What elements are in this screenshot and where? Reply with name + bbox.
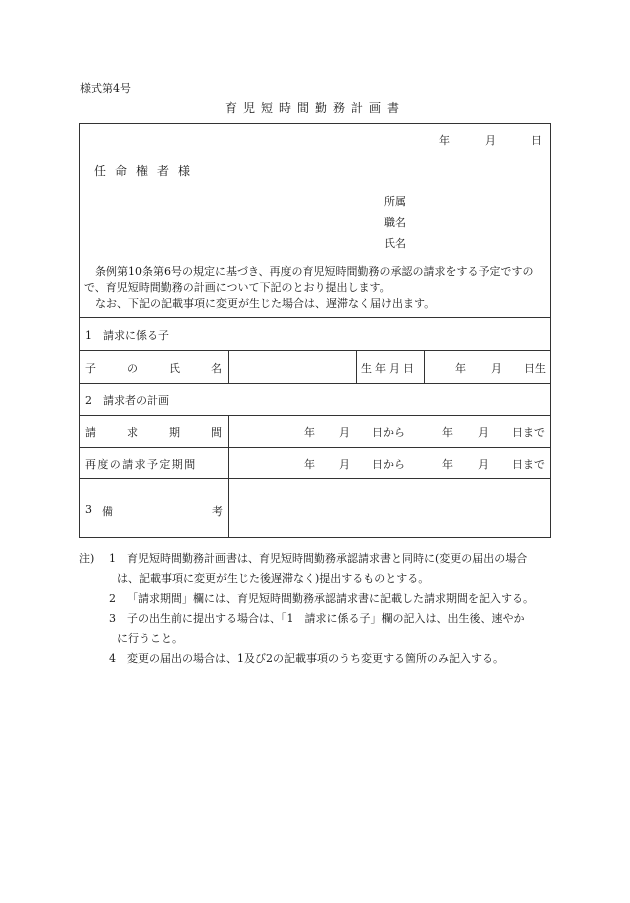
note-number: 1: [109, 552, 116, 565]
notice-paragraph: なお、下記の記載事項に変更が生じた場合は、遅滞なく届け出ます。: [95, 297, 436, 310]
name-label: 氏名: [384, 237, 406, 250]
child-name-label: 子 の 氏 名: [85, 362, 222, 375]
replan-to-year: 年: [442, 458, 453, 471]
replan-period-label: 再度の請求予定期間: [85, 458, 197, 471]
period-from-day: 日から: [372, 426, 405, 439]
period-from-month: 月: [339, 426, 350, 439]
note-number: 4: [109, 652, 116, 665]
period-from-year: 年: [304, 426, 315, 439]
birth-day-label: 日生: [524, 362, 546, 375]
replan-from-year: 年: [304, 458, 315, 471]
birth-date-label: 生年月日: [361, 362, 417, 375]
replan-to-month: 月: [478, 458, 489, 471]
note-text: 「請求期間」欄には、育児短時間勤務承認請求書に記載した請求期間を記入する。: [127, 592, 534, 605]
birth-month-label: 月: [491, 362, 502, 375]
replan-to-day: 日まで: [512, 458, 545, 471]
note-text: 子の出生前に提出する場合は、「1 請求に係る子」欄の記入は、出生後、速やか: [127, 612, 525, 625]
date-month: 月: [485, 134, 496, 147]
remarks-label-a: 備: [102, 505, 113, 518]
notes-prefix: 注): [79, 552, 95, 565]
replan-from-month: 月: [339, 458, 350, 471]
child-name-field[interactable]: [232, 353, 353, 379]
remarks-label-b: 考: [212, 505, 223, 518]
note-text: 育児短時間勤務計画書は、育児短時間勤務承認請求書と同時に(変更の届出の場合: [127, 552, 528, 565]
page-title: 育児短時間勤務計画書: [224, 101, 405, 115]
form-table: [79, 123, 551, 538]
remarks-number: 3: [85, 503, 92, 516]
replan-from-day: 日から: [372, 458, 405, 471]
birth-year-label: 年: [455, 362, 466, 375]
section1-heading: 1 請求に係る子: [85, 329, 169, 342]
remarks-field[interactable]: [232, 482, 546, 534]
note-number: 3: [109, 612, 116, 625]
statement-paragraph: 条例第10条第6号の規定に基づき、再度の育児短時間勤務の承認の請求をする予定ですので、育児短時間勤務の計画について下記のとおり提出します。: [84, 265, 534, 294]
note-text: 変更の届出の場合は、1及び2の記載事項のうち変更する箇所のみ記入する。: [127, 652, 504, 665]
position-label: 職名: [384, 216, 406, 229]
date-day: 日: [531, 134, 542, 147]
date-fields: [439, 132, 542, 148]
period-to-month: 月: [478, 426, 489, 439]
date-year: 年: [439, 134, 450, 147]
note-text: は、記載事項に変更が生じた後遅滞なく)提出するものとする。: [117, 572, 430, 585]
period-to-day: 日まで: [512, 426, 545, 439]
request-period-label: 請 求 期 間: [85, 426, 222, 439]
note-text: に行うこと。: [117, 632, 183, 645]
section2-heading: 2 請求者の計画: [85, 394, 169, 407]
addressee: 任命権者様: [94, 164, 200, 178]
affiliation-label: 所属: [384, 195, 406, 208]
period-to-year: 年: [442, 426, 453, 439]
note-number: 2: [109, 592, 116, 605]
form-number: 様式第4号: [80, 82, 131, 95]
